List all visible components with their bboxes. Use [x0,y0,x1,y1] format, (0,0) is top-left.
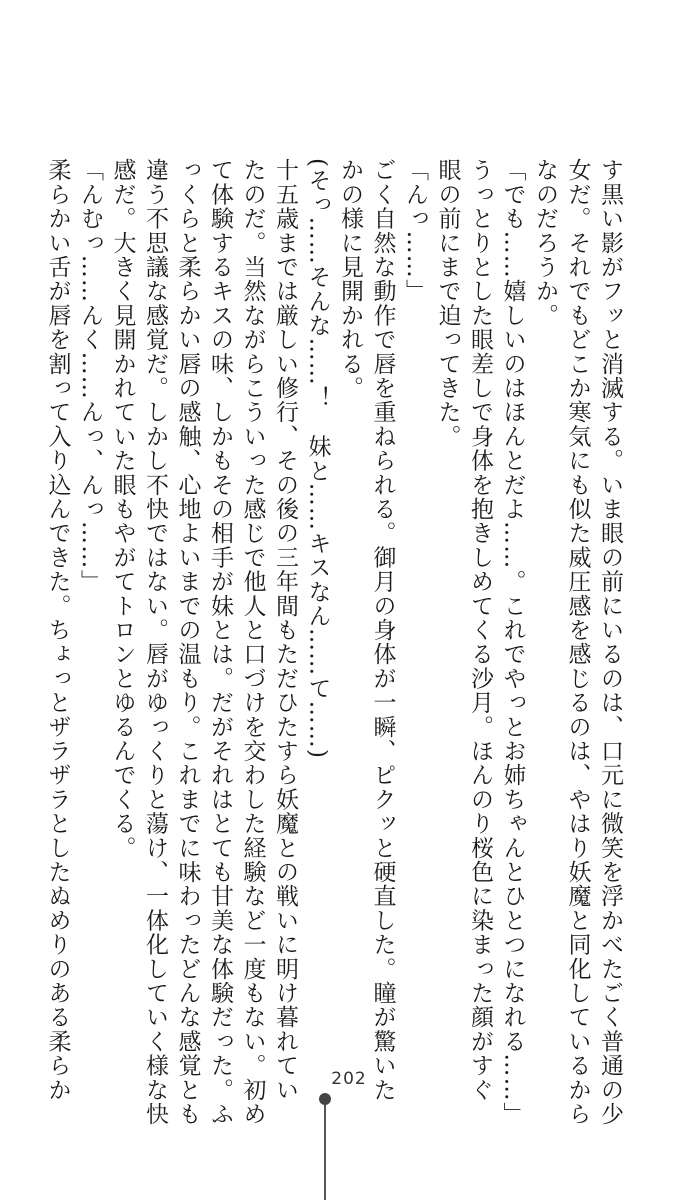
text-line: 「んっ……」 [402,158,428,304]
text-line: かの様に見開かれる。 [337,158,363,400]
text-line: て体験するキスの味、しかもその相手が妹とは。だがそれはとても甘美な体験だった。ふ [207,158,233,1126]
text-line: (そっ……そんな……！ 妹と……キスなん……て……) [304,158,331,760]
text-line: 眼の前にまで迫ってきた。 [434,158,461,449]
text-line: たのだ。当然ながらこういった感じで他人と口づけを交わした経験など一度もない。初め [239,158,266,1126]
text-line: す黒い影がフッと消滅する。いま眼の前にいるのは、口元に微笑を浮かべたごく普通の少 [597,158,623,1126]
text-line: 女だ。それでもどこか寒気にも似た威圧感を感じるのは、やはり妖魔と同化しているから [564,158,591,1126]
text-line: 違う不思議な感覚だ。しかし不快ではない。唇がゆっくりと蕩け、一体化していく様な快 [142,158,168,1126]
text-line: うっとりとした眼差しで身体を抱きしめてくる沙月。ほんのり桜色に染まった顔がすぐ [467,158,493,1102]
page-marker-line [324,1105,326,1200]
text-line: 十五歳までは厳しい修行、その後の三年間もただひたすら妖魔との戦いに明け暮れてい [272,158,298,1102]
text-line: っくらと柔らかい唇の感触、心地よいまでの温もり。これまでに味わったどんな感覚とも [174,158,201,1126]
text-line: なのだろうか。 [532,158,558,328]
page-number: 202 [331,1069,367,1089]
page-marker-dot-icon [319,1093,331,1105]
text-line: 「でも……嬉しいのはほんとだよ……。これでやっとお姉ちゃんとひとつになれる……」 [499,158,526,1126]
text-line: 感だ。大きく見開かれていた眼もやがてトロンとゆるんでくる。 [109,158,136,860]
text-line: ごく自然な動作で唇を重ねられる。御月の身体が一瞬、ピクッと硬直した。瞳が驚いた [369,158,396,1102]
text-line: 柔らかい舌が唇を割って入り込んできた。ちょっとザラザラとしたぬめりのある柔らか [44,158,71,1102]
text-line: 「んむっ……んく……んっ、んっ……」 [77,158,103,594]
